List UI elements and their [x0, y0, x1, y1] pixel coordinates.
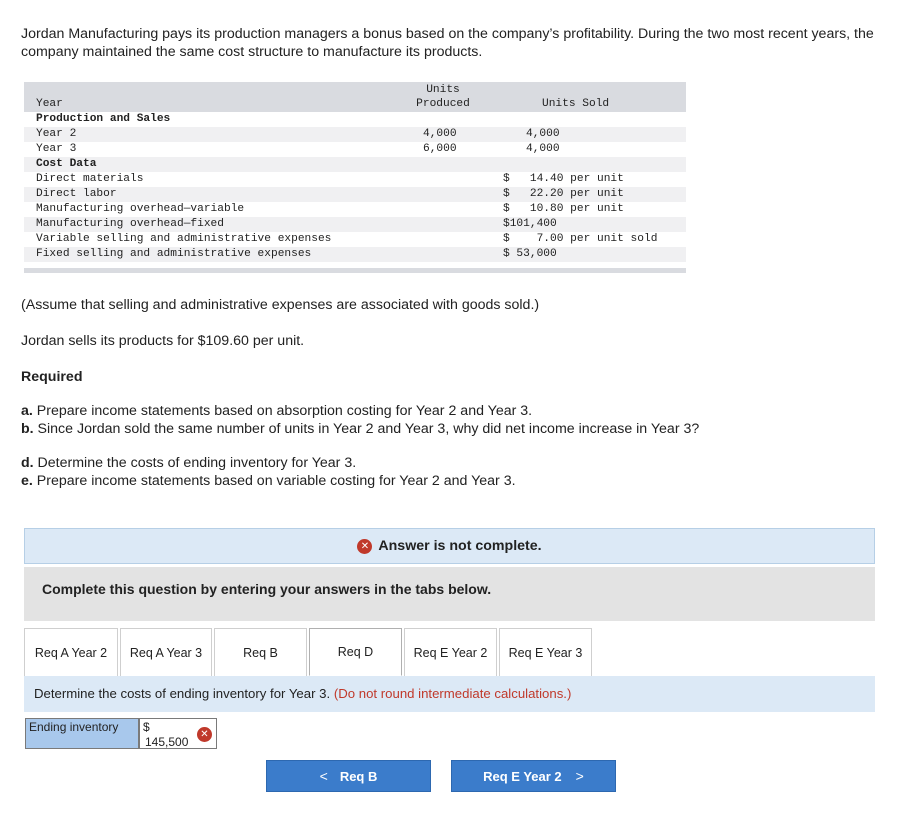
row-label: Direct materials	[36, 173, 144, 185]
row-label: Fixed selling and administrative expenses	[36, 248, 312, 260]
requirement-tabs	[24, 628, 594, 676]
row-sold: 4,000	[526, 143, 560, 155]
row-label: Year 2	[36, 128, 77, 140]
header-produced-line1: Units	[426, 84, 460, 96]
table-header	[24, 82, 686, 112]
ending-inventory-value[interactable]: 145,500	[145, 735, 189, 749]
prev-button-label: Req B	[339, 768, 378, 784]
table-row	[24, 217, 686, 232]
next-button-label: Req E Year 2	[483, 768, 562, 784]
assume-note: (Assume that selling and administrative expenses are associated with goods sold.)	[21, 297, 540, 313]
table-row	[24, 172, 686, 187]
chevron-right-icon: >	[575, 768, 584, 784]
requirement-e: e. Prepare income statements based on variable costing for Year 2 and Year 3.	[21, 473, 516, 489]
row-label: Year 3	[36, 143, 77, 155]
x-circle-icon: ✕	[357, 539, 372, 554]
ending-inventory-label: Ending inventory	[25, 718, 139, 749]
x-circle-icon: ✕	[197, 727, 212, 742]
section-title-production: Production and Sales	[36, 113, 171, 125]
row-label: Manufacturing overhead—variable	[36, 203, 245, 215]
tab-req-b[interactable]: Req B	[214, 628, 307, 676]
prev-req-b-button[interactable]	[266, 760, 431, 792]
section-title-cost: Cost Data	[24, 157, 686, 172]
row-label: Direct labor	[36, 188, 117, 200]
header-units-sold: Units Sold	[542, 98, 610, 110]
row-amount: $ 7.00 per unit sold	[503, 233, 658, 245]
requirement-d: d. Determine the costs of ending inventory for Year 3.	[21, 455, 357, 471]
task-note: (Do not round intermediate calculations.)	[333, 686, 572, 701]
required-heading: Required	[21, 369, 83, 385]
header-produced-line2: Produced	[416, 98, 470, 110]
task-instruction	[24, 676, 875, 712]
row-amount: $ 14.40 per unit	[503, 173, 624, 185]
table-row	[24, 232, 686, 247]
currency-symbol: $	[143, 720, 150, 734]
row-produced: 6,000	[423, 143, 457, 155]
row-produced: 4,000	[423, 128, 457, 140]
table-row	[24, 127, 686, 142]
chevron-left-icon: <	[319, 768, 328, 784]
table-row	[24, 247, 686, 262]
header-year: Year	[36, 98, 63, 110]
data-table	[24, 82, 686, 273]
instructions-banner: Complete this question by entering your answers in the tabs below.	[24, 567, 875, 621]
problem-intro: Jordan Manufacturing pays its production managers a bonus based on the company’s profitability. During the two most recent years, the company maintained the same cost structure to manufacture its products.	[21, 26, 874, 60]
row-sold: 4,000	[526, 128, 560, 140]
next-req-e-year-2-button[interactable]	[451, 760, 616, 792]
tab-req-a-year-3[interactable]: Req A Year 3	[120, 628, 212, 676]
table-row	[24, 187, 686, 202]
price-note: Jordan sells its products for $109.60 per unit.	[21, 333, 305, 349]
row-amount: $ 22.20 per unit	[503, 188, 624, 200]
row-amount: $ 10.80 per unit	[503, 203, 624, 215]
requirement-a: a. Prepare income statements based on absorption costing for Year 2 and Year 3.	[21, 403, 533, 419]
header-units-produced	[410, 83, 476, 111]
table-row	[24, 202, 686, 217]
requirement-b: b. Since Jordan sold the same number of units in Year 2 and Year 3, why did net income increase in Year 3?	[21, 421, 700, 437]
tab-req-e-year-3[interactable]: Req E Year 3	[499, 628, 592, 676]
task-text: Determine the costs of ending inventory for Year 3.	[34, 686, 331, 701]
tab-req-a-year-2[interactable]: Req A Year 2	[24, 628, 118, 676]
row-amount: $101,400	[503, 218, 557, 230]
tab-req-e-year-2[interactable]: Req E Year 2	[404, 628, 497, 676]
table-row	[24, 142, 686, 157]
status-text: Answer is not complete.	[378, 538, 542, 554]
row-label: Variable selling and administrative expenses	[36, 233, 332, 245]
ending-inventory-input[interactable]	[139, 718, 217, 749]
tab-req-d[interactable]: Req D	[309, 628, 402, 676]
answer-status-banner	[24, 528, 875, 564]
row-label: Manufacturing overhead—fixed	[36, 218, 224, 230]
table-footer-bar	[24, 268, 686, 273]
row-amount: $ 53,000	[503, 248, 557, 260]
